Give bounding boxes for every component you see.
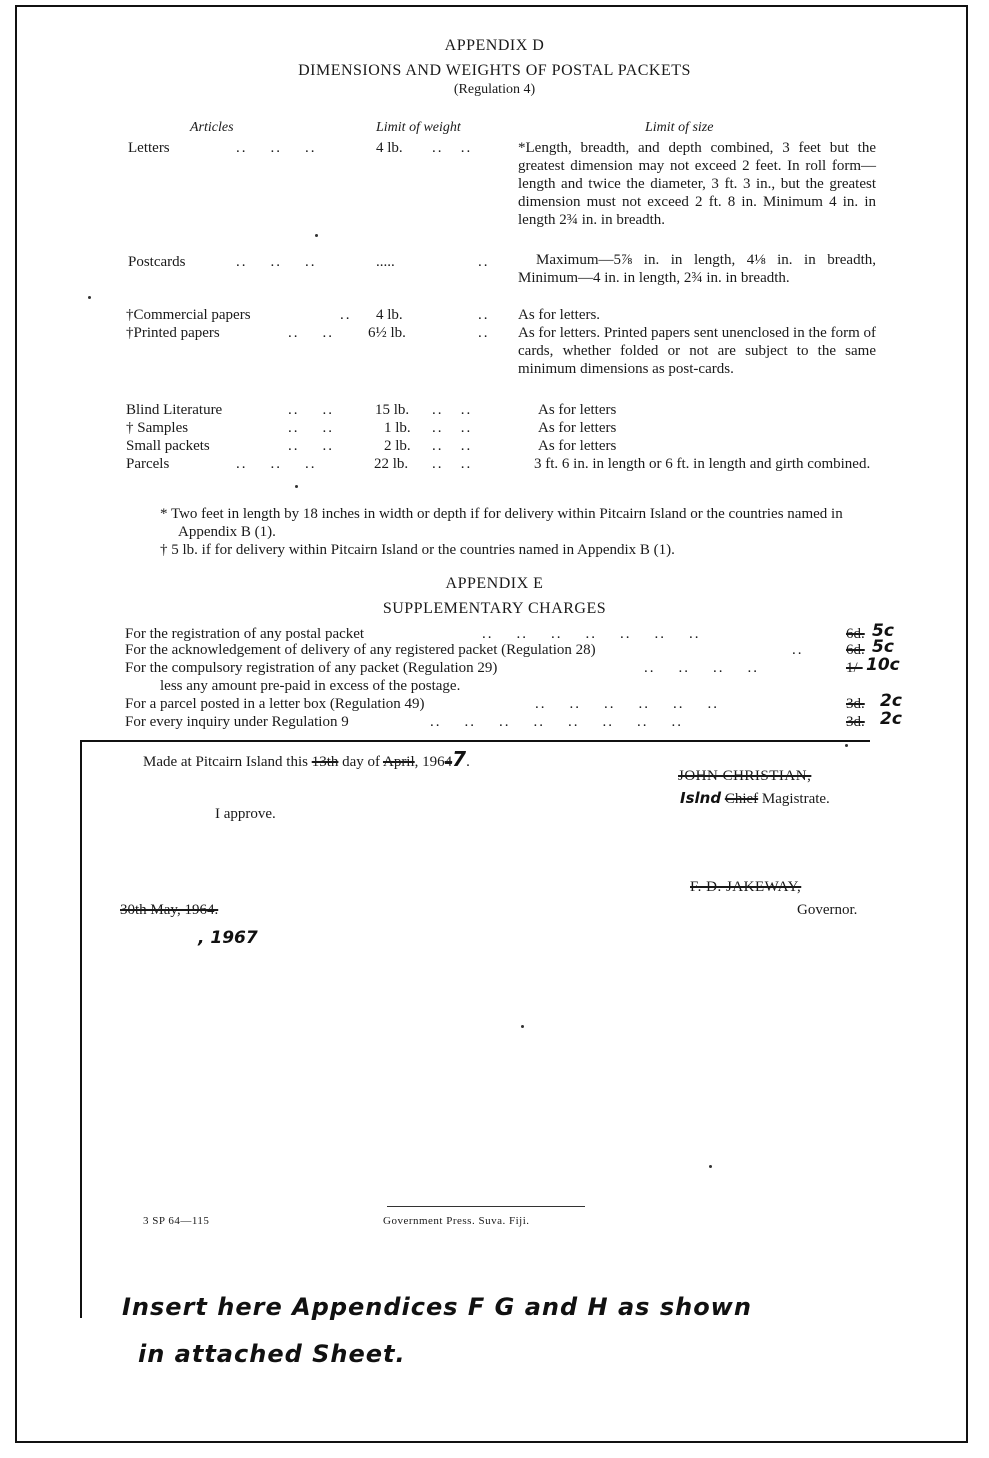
date-new: , 1967 — [198, 928, 258, 948]
footer-ref: 3 SP 64—115 — [143, 1215, 210, 1227]
scan-speck — [295, 485, 298, 488]
made-at-year-struck: 4 — [444, 754, 453, 770]
approve-text: I approve. — [215, 806, 276, 822]
scan-speck — [521, 1025, 524, 1028]
row-article-postcards: Postcards — [128, 254, 186, 270]
made-at-day-of: day of — [342, 754, 381, 770]
margin-line-vertical — [80, 740, 82, 1318]
leader-dots: .. .. — [432, 456, 473, 472]
charge-new-acknowledgement: 5c — [872, 637, 894, 657]
made-at-line: Made at Pitcairn Island this 13th day of April, 19647. — [143, 747, 470, 771]
governor-title: Governor. — [797, 902, 858, 918]
charge-new-inquiry: 2c — [880, 709, 902, 729]
leader-dots: .. .. .. — [236, 140, 317, 156]
leader-dots: .. .. — [432, 438, 473, 454]
margin-line-horizontal — [80, 740, 870, 742]
charge-row-less-prepaid: less any amount pre-paid in excess of the postage. — [160, 678, 461, 694]
appendix-d-regulation: (Regulation 4) — [453, 82, 536, 97]
scan-speck — [845, 744, 848, 747]
made-at-year-prefix: , 196 — [414, 754, 445, 770]
row-weight-blind-literature: 15 lb. — [375, 402, 410, 418]
leader-dots: .. — [478, 307, 490, 323]
row-article-samples: † Samples — [126, 420, 189, 436]
column-header-weight: Limit of weight — [376, 120, 461, 135]
row-size-blind-literature: As for letters — [538, 402, 617, 418]
row-size-commercial-papers: As for letters. — [518, 307, 601, 323]
leader-dots: .. .. .. .. .. .. — [535, 696, 719, 712]
row-article-letters: Letters — [128, 140, 170, 156]
row-article-commercial-papers: †Commercial papers — [126, 307, 251, 323]
magistrate-title-line — [680, 789, 830, 808]
made-at-prefix: Made at Pitcairn Island this — [143, 754, 308, 770]
charge-old-compulsory: 1/- — [846, 660, 863, 676]
magistrate-new: Islnd — [680, 789, 722, 807]
footer-rule — [387, 1206, 585, 1207]
row-size-small-packets: As for letters — [538, 438, 617, 454]
charge-new-letter-box: 2c — [880, 691, 902, 711]
leader-dots: .. .. .. .. — [644, 660, 759, 676]
leader-dots: .. .. — [432, 420, 473, 436]
row-article-blind-literature: Blind Literature — [126, 402, 223, 418]
column-header-size: Limit of size — [645, 120, 714, 135]
column-header-articles: Articles — [190, 120, 234, 135]
leader-dots: .. .. .. .. .. .. .. — [482, 626, 701, 642]
scan-speck — [88, 296, 91, 299]
scan-speck — [315, 234, 318, 237]
leader-dots: .. .. — [432, 402, 473, 418]
leader-dots: .. — [340, 307, 352, 323]
appendix-d-subtitle: DIMENSIONS AND WEIGHTS OF POSTAL PACKETS — [298, 62, 691, 79]
row-article-small-packets: Small packets — [126, 438, 210, 454]
footer-press: Government Press. Suva. Fiji. — [383, 1215, 530, 1227]
row-weight-postcards: ..... — [376, 254, 395, 270]
row-weight-printed-papers: 6½ lb. — [368, 325, 406, 341]
charge-new-registration: 5c — [872, 621, 894, 641]
row-size-letters: *Length, breadth, and depth combined, 3 feet but the greatest dimension may not exceed 2 feet. In roll form—length and twice the diameter, 3 ft. 3 in., but the greatest dimension must not exceed 2 ft. 8 in. Minimum 4 in. in length 2¾ in. in breadth. — [518, 140, 876, 228]
leader-dots: .. — [478, 325, 490, 341]
made-at-day-struck: 13th — [311, 754, 339, 770]
magistrate-struck: Chief — [724, 791, 759, 807]
date-struck: 30th May, 1964. — [120, 902, 219, 918]
charge-old-inquiry: 3d. — [846, 714, 865, 730]
charge-old-acknowledgement: 6d. — [846, 642, 865, 658]
appendix-d-title: APPENDIX D — [444, 37, 545, 54]
footnote-dagger: † 5 lb. if for delivery within Pitcairn Island or the countries named in Appendix B (1). — [160, 542, 675, 558]
row-weight-samples: 1 lb. — [384, 420, 411, 436]
row-article-printed-papers: †Printed papers — [126, 325, 220, 341]
leader-dots: .. — [792, 642, 804, 658]
row-size-parcels: 3 ft. 6 in. in length or 6 ft. in length and girth combined. — [534, 456, 871, 472]
magistrate-title: Magistrate. — [761, 791, 830, 807]
leader-dots: .. .. — [288, 420, 334, 436]
leader-dots: .. .. .. — [236, 456, 317, 472]
appendix-e-subtitle: SUPPLEMENTARY CHARGES — [382, 600, 607, 617]
charge-row-acknowledgement: For the acknowledgement of delivery of any registered packet (Regulation 28) — [125, 642, 596, 658]
row-weight-letters: 4 lb. — [376, 140, 403, 156]
leader-dots: .. .. .. — [236, 254, 317, 270]
leader-dots: .. .. — [288, 438, 334, 454]
row-article-parcels: Parcels — [126, 456, 170, 472]
charge-row-registration: For the registration of any postal packet — [125, 626, 365, 642]
row-size-samples: As for letters — [538, 420, 617, 436]
leader-dots: .. .. — [288, 325, 334, 341]
governor-name: F. D. JAKEWAY, — [690, 879, 802, 895]
charge-old-letter-box: 3d. — [846, 696, 865, 712]
leader-dots: .. .. .. .. .. .. .. .. — [430, 714, 683, 730]
appendix-e-title: APPENDIX E — [445, 575, 544, 592]
handwritten-note-line2: in attached Sheet. — [138, 1340, 406, 1368]
row-weight-small-packets: 2 lb. — [384, 438, 411, 454]
scan-speck — [709, 1165, 712, 1168]
charge-row-inquiry: For every inquiry under Regulation 9 — [125, 714, 349, 730]
leader-dots: .. .. — [432, 140, 473, 156]
charge-row-compulsory: For the compulsory registration of any packet (Regulation 29) — [125, 660, 498, 676]
row-weight-commercial-papers: 4 lb. — [376, 307, 403, 323]
handwritten-note-line1: Insert here Appendices F G and H as shown — [122, 1293, 752, 1321]
row-weight-parcels: 22 lb. — [374, 456, 409, 472]
leader-dots: .. — [478, 254, 490, 270]
made-at-year-new: 7 — [452, 747, 467, 771]
made-at-month-struck: April — [382, 754, 415, 770]
leader-dots: .. .. — [288, 402, 334, 418]
charge-old-registration: 6d. — [846, 626, 865, 642]
row-size-printed-papers: As for letters. Printed papers sent unenclosed in the form of cards, whether folded or not are subject to the same minimum dimensions as post-cards. — [518, 325, 876, 377]
charge-row-letter-box: For a parcel posted in a letter box (Regulation 49) — [125, 696, 425, 712]
charge-new-compulsory: 10c — [866, 655, 900, 675]
row-size-postcards: Maximum—5⅞ in. in length, 4⅛ in. in breadth, Minimum—4 in. in length, 2¾ in. in breadth. — [518, 252, 876, 286]
footnote-asterisk: * Two feet in length by 18 inches in width or depth if for delivery within Pitcairn Island or the countries named in Appendix B (1). — [160, 506, 843, 540]
magistrate-name: JOHN CHRISTIAN, — [678, 768, 812, 784]
